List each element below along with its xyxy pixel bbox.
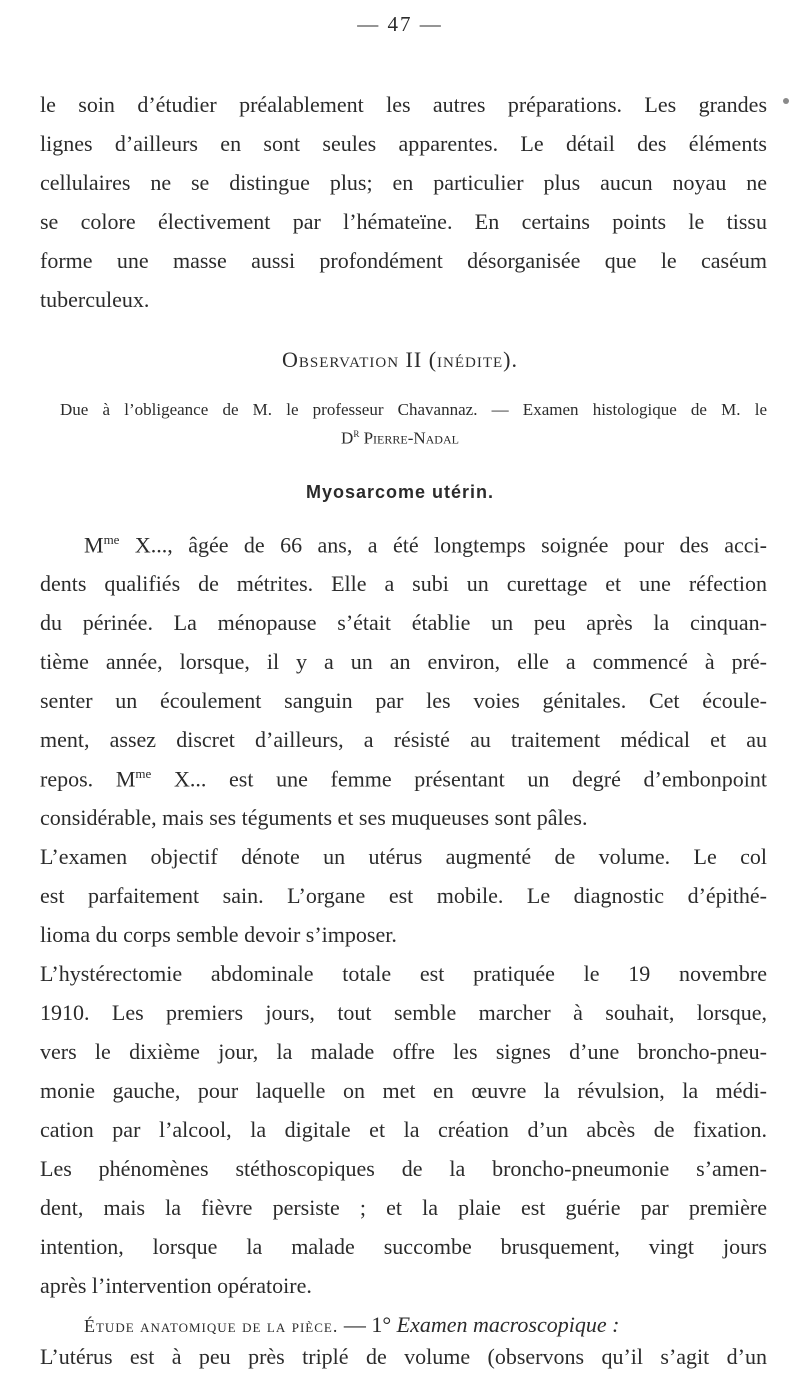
text-line: senter un écoulement sanguin par les voies génitales. Cet écoule-	[40, 688, 767, 713]
text-line: L’utérus est à peu près triplé de volume (observons qu’il s’agit d’un	[40, 1344, 767, 1369]
text-line: $M^{me}$ X..., âgée de 66 ans, a été longtemps soignée pour des acci-	[84, 532, 767, 558]
text-line: se colore électivement par l’hémateïne. En certains points le tissu	[40, 209, 767, 234]
text-line: forme une masse aussi profondément désorganisée que le caséum	[40, 248, 767, 273]
attribution-name: $D^r$ Pierre-Nadal	[341, 425, 459, 448]
attribution-line: Due à l’obligeance de M. le professeur Chavannaz. — Examen histologique de M. le	[60, 400, 767, 419]
text-line: considérable, mais ses téguments et ses muqueuses sont pâles.	[40, 805, 588, 830]
text-line: tième année, lorsque, il y a un an environ, elle a commencé à pré-	[40, 649, 767, 674]
text-line: tuberculeux.	[40, 287, 150, 312]
text-line: L’examen objectif dénote un utérus augmenté de volume. Le col	[40, 844, 767, 869]
text-line: le soin d’étudier préalablement les autres préparations. Les grandes	[40, 92, 767, 117]
text-line: intention, lorsque la malade succombe brusquement, vingt jours	[40, 1234, 767, 1259]
text-line: cation par l’alcool, la digitale et la création d’un abcès de fixation.	[40, 1117, 767, 1142]
text-line: monie gauche, pour laquelle on met en œuvre la révulsion, la médi-	[40, 1078, 767, 1103]
text-line: lioma du corps semble devoir s’imposer.	[40, 922, 397, 947]
section-line: Étude anatomique de la pièce. — 1° Examen macroscopique :	[84, 1312, 620, 1337]
text-line: Les phénomènes stéthoscopiques de la broncho-pneumonie s’amen-	[40, 1156, 767, 1181]
text-line: est parfaitement sain. L’organe est mobile. Le diagnostic d’épithé-	[40, 883, 767, 908]
text-line: dent, mais la fièvre persiste ; et la plaie est guérie par première	[40, 1195, 767, 1220]
text-line: 1910. Les premiers jours, tout semble marcher à souhait, lorsque,	[40, 1000, 767, 1025]
text-line: lignes d’ailleurs en sont seules apparentes. Le détail des éléments	[40, 131, 767, 156]
text-line: vers le dixième jour, la malade offre les signes d’une broncho-pneu-	[40, 1039, 767, 1064]
text-line: L’hystérectomie abdominale totale est pratiquée le 19 novembre	[40, 961, 767, 986]
text-line: cellulaires ne se distingue plus; en particulier plus aucun noyau ne	[40, 170, 767, 195]
text-line: repos. $M^{me}$ X... est une femme présentant un degré d’embonpoint	[40, 766, 767, 792]
text-line: après l’intervention opératoire.	[40, 1273, 312, 1298]
text-line: du périnée. La ménopause s’était établie un peu après la cinquan-	[40, 610, 767, 635]
text-line: ment, assez discret d’ailleurs, a résisté au traitement médical et au	[40, 727, 767, 752]
page-number: — 47 —	[357, 12, 443, 36]
observation-title: Observation II (inédite).	[281, 347, 519, 372]
page-speck	[783, 98, 789, 104]
case-heading: Myosarcome utérin.	[305, 482, 495, 502]
text-line: dents qualifiés de métrites. Elle a subi un curettage et une réfection	[40, 571, 767, 596]
